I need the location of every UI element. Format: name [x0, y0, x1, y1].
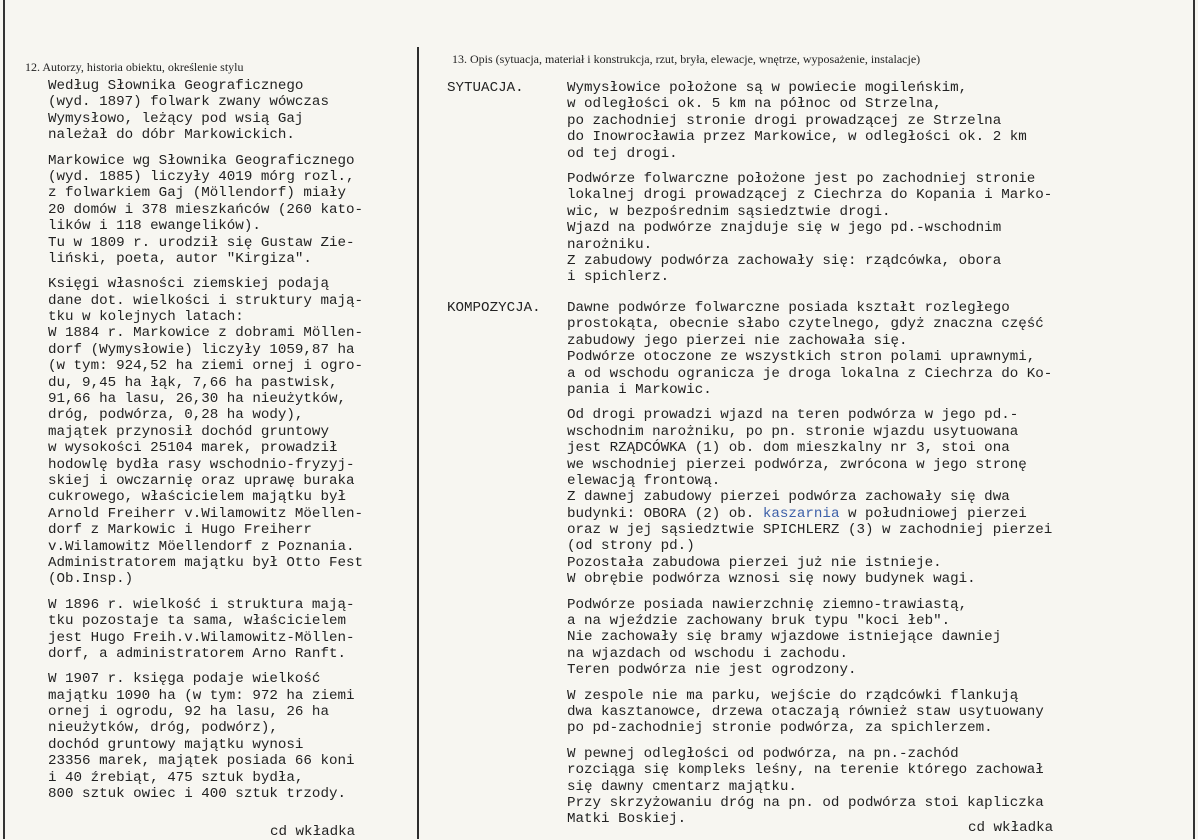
- text-line: i 40 źrebiąt, 475 sztuk bydła,: [48, 769, 304, 786]
- text-line: oraz w jej sąsiedztwie SPICHLERZ (3) w zachodniej pierzei: [567, 522, 1053, 539]
- label-kompozycja: KOMPOZYCJA.: [447, 300, 541, 316]
- text-line: W 1907 r. księga podaje wielkość: [48, 671, 321, 688]
- text-line: dwa kasztanowce, drzewa otaczają również staw usytuowany: [567, 703, 1044, 720]
- text-line: dorf (Wymysłowie) liczyły 1059,87 ha: [48, 341, 355, 358]
- text-line: od tej drogi.: [567, 145, 678, 162]
- text-line: ornej i ogrodu, 92 ha lasu, 26 ha: [48, 704, 329, 721]
- text-line: (wyd. 1897) folwark zwany wówczas: [48, 94, 329, 111]
- text-line: jest Hugo Freih.v.Wilamowitz-Möllen-: [48, 629, 355, 646]
- text-line: po zachodniej stronie drogi prowadzącej ze Strzelna: [567, 112, 1002, 129]
- kompozycja-paragraph: [567, 746, 1052, 828]
- text-line: Nie zachowały się bramy wjazdowe istniejące dawniej: [567, 629, 1002, 646]
- left-footer-note: cd wkładka: [270, 824, 356, 840]
- text-line: w odległości ok. 5 km na północ od Strzelna,: [567, 96, 942, 113]
- text-line: Wymysłowice położone są w powiecie mogileńskim,: [567, 80, 968, 96]
- text-line: pania i Markowic.: [567, 381, 712, 398]
- text-line: Teren podwórza nie jest ogrodzony.: [567, 662, 857, 679]
- text-line: liński, poeta, autor "Kirgiza".: [48, 250, 312, 267]
- text-line: we wschodniej pierzei podwórza, zwrócona w jego stronę: [567, 456, 1027, 473]
- text-line: Z zabudowy podwórza zachowały się: rządcówka, obora: [567, 252, 1002, 269]
- text-line: (od strony pd.): [567, 538, 695, 555]
- text-line: (w tym: 924,52 ha ziemi ornej i ogro-: [48, 358, 364, 375]
- section-kompozycja-text: [567, 300, 1052, 837]
- text-line: a na wjeździe zachowany bruk typu "koci łeb".: [567, 613, 951, 630]
- text-line: (Ob.Insp.): [48, 571, 134, 588]
- text-line: wic, w bezpośrednim sąsiedztwie drogi.: [567, 203, 891, 220]
- text-line: cukrowego, właścicielem majątku był: [48, 489, 346, 506]
- right-footer-note: cd wkładka: [968, 820, 1054, 836]
- text-line: w wysokości 25104 marek, prowadził: [48, 440, 338, 457]
- text-line: Według Słownika Geograficznego: [48, 78, 304, 94]
- text-line: 800 sztuk owiec i 400 sztuk trzody.: [48, 786, 346, 803]
- text-line: i spichlerz.: [567, 269, 670, 286]
- text-line: się dawny cmentarz majątku.: [567, 778, 797, 795]
- highlighted-word: kaszarnia: [762, 505, 840, 522]
- text-line: Wjazd na podwórze znajduje się w jego pd.-wschodnim: [567, 220, 1002, 237]
- text-line: Wymysłowo, leżący pod wsią Gaj: [48, 110, 304, 127]
- text-line: Matki Boskiej.: [567, 811, 687, 828]
- text-line: W zespole nie ma parku, wejście do rządcówki flankują: [567, 687, 1019, 704]
- section-sytuacja-text: [567, 80, 1052, 295]
- kompozycja-paragraph: [567, 688, 1052, 737]
- text-line: dorf z Markowic i Hugo Freiherr: [48, 522, 312, 539]
- kompozycja-paragraph: [567, 300, 1052, 398]
- history-paragraph: [48, 597, 418, 663]
- left-section-header: 12. Autorzy, historia obiektu, określenie stylu: [25, 60, 244, 74]
- text-line: Podwórze otoczone ze wszystkich stron polami uprawnymi,: [567, 349, 1036, 366]
- text-line: Arnold Freiherr v.Wilamowitz Möellen-: [48, 505, 364, 522]
- text-line: Markowice wg Słownika Geograficznego: [48, 152, 355, 169]
- text-line: zabudowy jego pierzei nie zachowała się.: [567, 332, 908, 349]
- kompozycja-paragraph: [567, 597, 1052, 679]
- text-line: po pd-zachodniej stronie podwórza, za spichlerzem.: [567, 720, 993, 737]
- text-line: Od drogi prowadzi wjazd na teren podwórza w jego pd.-: [567, 407, 1019, 424]
- text-line: 23356 marek, majątek posiada 66 koni: [48, 753, 355, 770]
- history-paragraph: [48, 671, 418, 802]
- text-line: hodowlę bydła rasy wschodnio-fryzyj-: [48, 456, 355, 473]
- text-line: Dawne podwórze folwarczne posiada kształt rozległego: [567, 300, 1010, 316]
- text-line: 91,66 ha lasu, 26,30 ha nieużytków,: [48, 391, 346, 408]
- history-paragraph: [48, 153, 418, 268]
- sytuacja-paragraph: [567, 171, 1052, 286]
- text-line: lokalnej drogi prowadzącej z Ciechrza do Kopania i Marko-: [567, 187, 1053, 204]
- text-line: du, 9,45 ha łąk, 7,66 ha pastwisk,: [48, 374, 338, 391]
- text-line: 20 domów i 378 mieszkańców (260 kato-: [48, 201, 364, 218]
- text-line: Podwórze posiada nawierzchnię ziemno-trawiastą,: [567, 596, 968, 613]
- text-line: Tu w 1809 r. urodził się Gustaw Zie-: [48, 234, 355, 251]
- text-line: tku w kolejnych latach:: [48, 309, 244, 326]
- history-column: [48, 78, 418, 811]
- history-paragraph: [48, 276, 418, 587]
- text-line: tku pozostaje ta sama, właścicielem: [48, 613, 346, 630]
- text-line: lików i 118 ewangelików).: [48, 218, 261, 235]
- text-line: dochód gruntowy majątku wynosi: [48, 736, 304, 753]
- text-line: nieużytków, dróg, podwórz),: [48, 720, 278, 737]
- text-line: Księgi własności ziemskiej podają: [48, 276, 329, 293]
- text-line: skiej i owczarnię oraz uprawę buraka: [48, 472, 355, 489]
- text-line: dróg, podwórza, 0,28 ha wody),: [48, 407, 304, 424]
- history-paragraph: [48, 78, 418, 144]
- text-line: prostokąta, obecnie słabo czytelnego, gdyż znaczna część: [567, 316, 1044, 333]
- text-line: majątku 1090 ha (w tym: 972 ha ziemi: [48, 687, 355, 704]
- text-line: należał do dóbr Markowickich.: [48, 127, 295, 144]
- text-line: W pewnej odległości od podwórza, na pn.-zachód: [567, 745, 959, 762]
- label-sytuacja: SYTUACJA.: [447, 80, 524, 96]
- text-line: jest RZĄDCÓWKA (1) ob. dom mieszkalny nr 3, stoi ona: [567, 440, 1010, 457]
- text-line: W obrębie podwórza wznosi się nowy budynek wagi.: [567, 571, 976, 588]
- text-line: dorf, a administratorem Arno Ranft.: [48, 645, 346, 662]
- text-line: Przy skrzyżowaniu dróg na pn. od podwórza stoi kapliczka: [567, 794, 1044, 811]
- text-line: rozciąga się kompleks leśny, na terenie którego zachował: [567, 762, 1044, 779]
- text-line: majątek przynosił dochód gruntowy: [48, 423, 329, 440]
- kompozycja-paragraph: [567, 407, 1052, 587]
- text-line: Pozostała zabudowa pierzei już nie istnieje.: [567, 554, 942, 571]
- text-line: narożniku.: [567, 236, 653, 253]
- right-section-header: 13. Opis (sytuacja, materiał i konstrukcja, rzut, bryła, elewacje, wnętrze, wyposażenie, instalacje): [452, 52, 921, 66]
- text-line: Podwórze folwarczne położone jest po zachodniej stronie: [567, 170, 1036, 187]
- text-line: (wyd. 1885) liczyły 4019 mórg rozl.,: [48, 168, 355, 185]
- text-line: budynki: OBORA (2) ob. kaszarnia w południowej pierzei: [567, 505, 1027, 522]
- text-line: do Inowrocławia przez Markowice, w odległości ok. 2 km: [567, 129, 1027, 146]
- text-line: W 1896 r. wielkość i struktura mają-: [48, 596, 355, 613]
- text-line: z folwarkiem Gaj (Möllendorf) miały: [48, 185, 346, 202]
- text-line: v.Wilamowitz Möellendorf z Poznania.: [48, 538, 355, 555]
- text-line: wschodnim narożniku, po pn. stronie wjazdu usytuowana: [567, 423, 1019, 440]
- text-line: W 1884 r. Markowice z dobrami Möllen-: [48, 325, 364, 342]
- text-line: Administratorem majątku był Otto Fest: [48, 554, 364, 571]
- text-line: elewacją frontową.: [567, 472, 721, 489]
- text-line: na wjazdach od wschodu i zachodu.: [567, 645, 848, 662]
- text-line: a od wschodu ogranicza je droga lokalna z Ciechrza do Ko-: [567, 365, 1053, 382]
- sytuacja-paragraph: [567, 80, 1052, 162]
- text-line: dane dot. wielkości i struktury mają-: [48, 292, 364, 309]
- text-line: Z dawnej zabudowy pierzei podwórza zachowały się dwa: [567, 489, 1010, 506]
